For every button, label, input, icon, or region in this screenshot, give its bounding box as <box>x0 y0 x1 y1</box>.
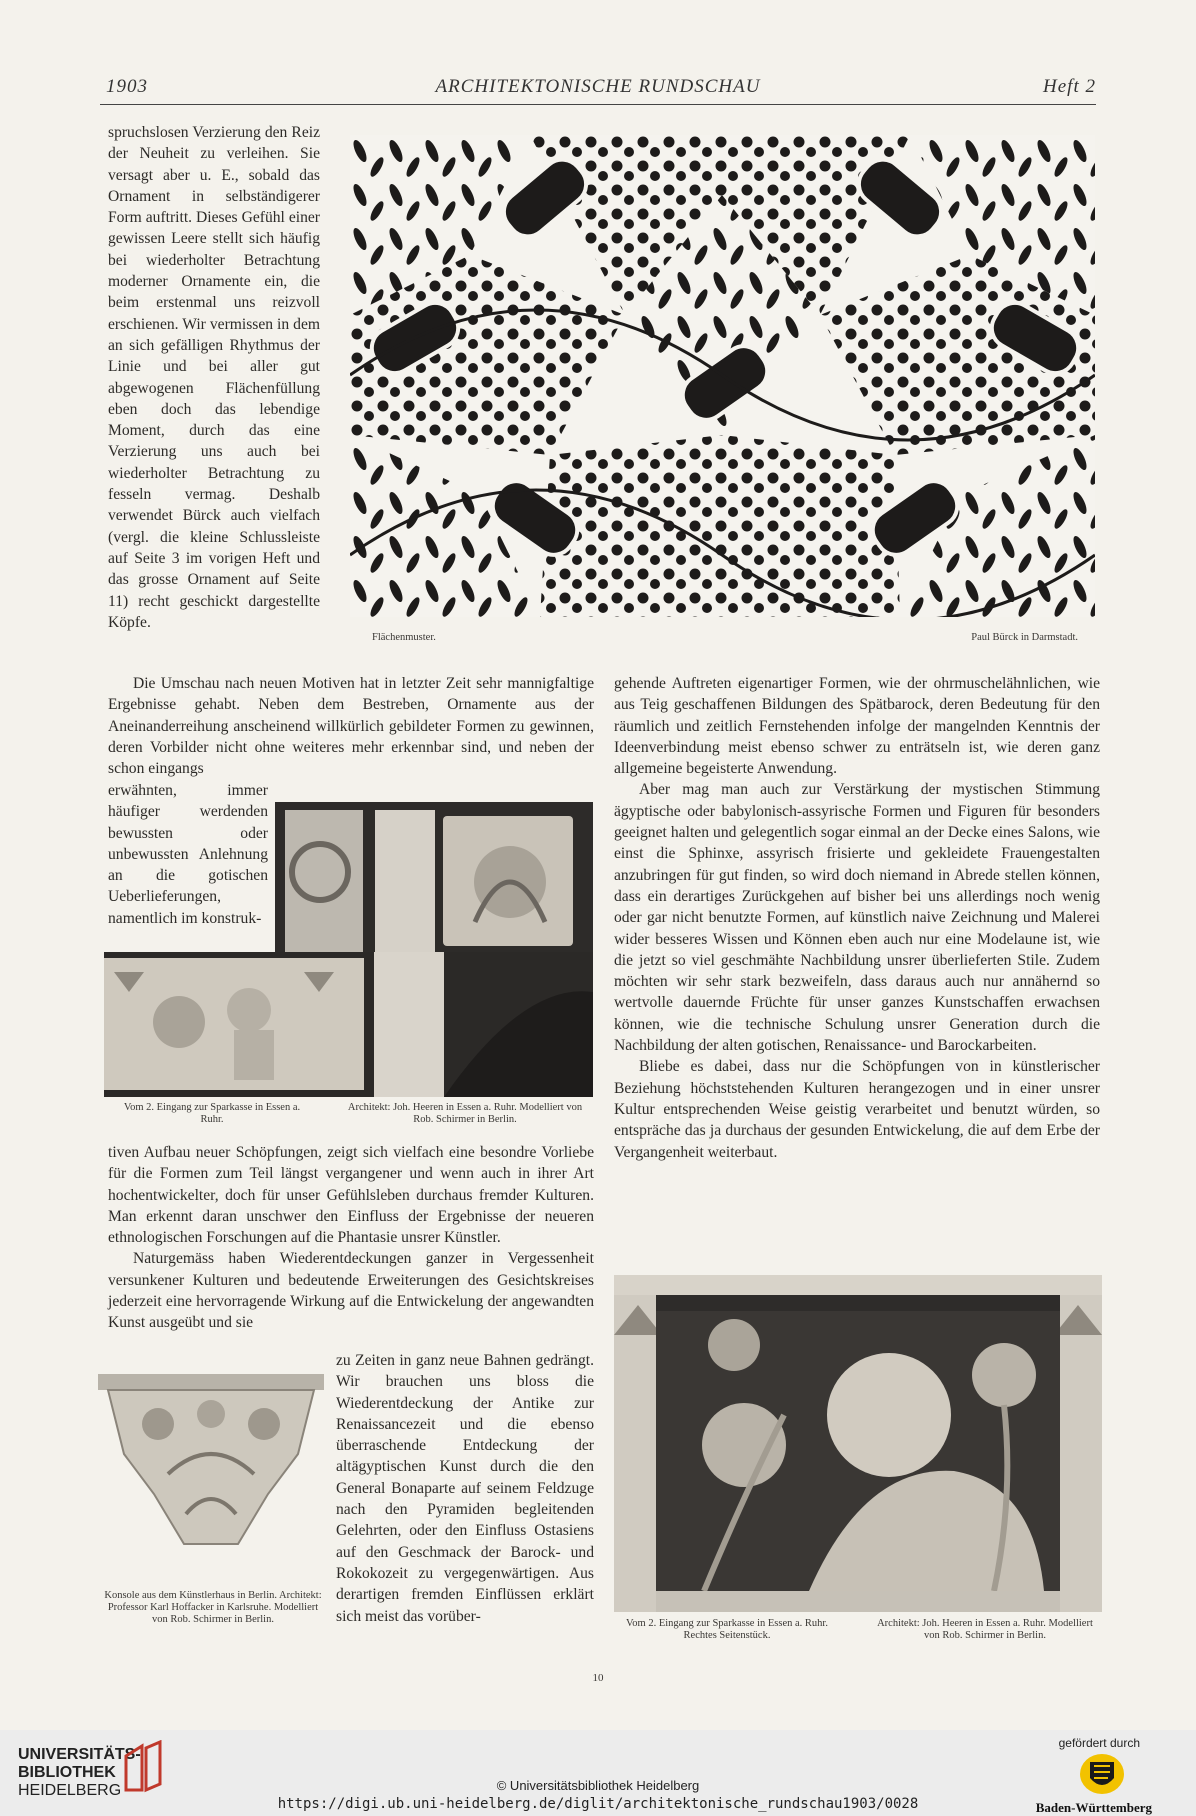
console-illustration <box>98 1374 324 1570</box>
header-title: ARCHITEKTONISCHE RUNDSCHAU <box>435 76 761 97</box>
figure2-caption-left: Vom 2. Eingang zur Sparkasse in Essen a. Ruhr. <box>123 1102 301 1125</box>
sponsor-name: Baden-Württemberg <box>1035 1800 1152 1815</box>
paragraph: Aber mag man auch zur Verstärkung der mystischen Stimmung ägyptische oder babylonisch-assyrische Formen und Figuren für besonders geeignet halten und gelegentlich sogar einmal an der Decke eines Salons, wie einst die Sphinxe, assyrisch frisierte und gekleidete Frauengestalten anzubringen für gut finden, so wird doch niemand in Abrede stellen können, dass ein derartiges Zurückgehen auf bisher bei uns allerdings noch wenig oder gar nicht benutzte Formen, auf künstlich naive Zeichnung und Malerei wider besseres Wissen und Können eben auch nur eine Modelaune ist, wie die jetzt so viel geschmähte Nachbildung unsrer überlieferten Stile. Zudem möchten wir sehr stark bezweifeln, dass daraus auch nur annähernd so wertvolle dauernde Früchte für unser ganzes Kunstschaffen erwachsen können, wie die technische Schulung unsrer Generation durch die Nachbildung der alten gotischen, Renaissance- und Barockarbeiten. <box>614 781 1100 1055</box>
state-coat-of-arms-icon <box>1078 1752 1126 1796</box>
copyright-notice: © Universitätsbibliothek Heidelberg <box>496 1778 700 1793</box>
console-figure <box>98 1374 324 1570</box>
paragraph: spruchslosen Verzierung den Reiz der Neuheit zu verleihen. Sie versagt aber u. E., sobald das Ornament in selbständigerer Form auftritt. Dieses Gefühl einer gewissen Leere stellt sich häufig bei wiederholter Betrachtung moderner Ornamente ein, die beim erstenmal uns reizvoll erschienen. Wir vermissen in dem an sich gefälligen Rhythmus der Linie und bei aller gut abgewogenen Flächenfüllung eben doch das lebendige Moment, durch das eine Verzierung uns auch bei wiederholter Betrachtung zu fesseln vermag. Deshalb verwendet Bürck auch vielfach (vergl. die kleine Schlussleiste auf Seite 3 im vorigen Heft und das grosse Ornament auf Seite 11) recht geschickt dargestellte Köpfe. <box>108 124 320 631</box>
header-issue: Heft 2 <box>1043 76 1096 97</box>
text-column-left-lower <box>108 1142 594 1334</box>
text-column-left-bottom: zu Zeiten in ganz neue Bahnen gedrängt. Wir brauchen uns bloss die Wiederentdeckung der Antike zur Renaissancezeit und die ebenso überraschende Entdeckung der altägyptischen Kunst durch die den General Bonaparte auf seinem Feldzuge nach den Pyramiden begleitenden Gelehrten, oder den Einfluss Ostasiens auf den Geschmack der Barock- und Rokokozeit zu vergegenwärtigen. Aus derartigen fremden Einflüssen erklärt sich meist das vorüber- <box>336 1352 594 1625</box>
relief-entrance-figure-upper <box>275 802 593 952</box>
text-column-left-mid: Die Umschau nach neuen Motiven hat in letzter Zeit sehr mannigfaltige Ergebnisse gehabt. Neben dem Bestreben, Ornamente aus der Aneinanderreihung anscheinend willkürlich gebildeter Formen zu gewinnen, deren Vorbilder nicht ohne weiteres mehr erkennbar sind, und neben der schon eingangs <box>108 675 594 778</box>
header-rule <box>100 104 1096 105</box>
page-number: 10 <box>592 1672 604 1684</box>
figure3-caption: Konsole aus dem Künstlerhaus in Berlin. Architekt: Professor Karl Hoffacker in Karlsruhe. Modelliert von Rob. Schirmer in Berlin. <box>104 1590 322 1625</box>
library-name-line1: UNIVERSITÄTS- <box>18 1746 141 1763</box>
figure2-caption-right: Architekt: Joh. Heeren in Essen a. Ruhr. Modelliert von Rob. Schirmer in Berlin. <box>347 1102 583 1125</box>
relief-carving-illustration <box>275 802 593 952</box>
figure1-caption-right: Paul Bürck in Darmstadt. <box>971 632 1078 643</box>
funded-by-label: gefördert durch <box>1058 1736 1140 1750</box>
figure4-caption-right: Architekt: Joh. Heeren in Essen a. Ruhr. Modelliert von Rob. Schirmer in Berlin. <box>877 1618 1093 1641</box>
text-column-right <box>614 673 1100 1163</box>
permalink-url[interactable]: https://digi.ub.uni-heidelberg.de/diglit/architektonische_rundschau1903/0028 <box>277 1796 919 1812</box>
library-name-line3: HEIDELBERG <box>18 1782 122 1799</box>
paragraph: Naturgemäss haben Wiederentdeckungen ganzer in Vergessenheit versunkener Kulturen und bedeutende Erweiterungen des Gesichtskreises jederzeit eine hervorragende Wirkung auf die Entwickelung der angewandten Kunst ausgeübt und sie <box>108 1250 594 1332</box>
relief-entrance-figure-lower <box>104 952 593 1097</box>
library-name-line2: BIBLIOTHEK <box>18 1764 116 1781</box>
header-year: 1903 <box>106 76 148 97</box>
figure1-caption-left: Flächenmuster. <box>372 632 436 643</box>
surface-pattern-illustration <box>350 135 1095 617</box>
text-column-left-wrap: erwähnten, immer häufiger werdenden bewussten oder unbewussten Anlehnung an die gotischen Ueberlieferungen, namentlich im konstruk- <box>108 782 268 927</box>
paragraph: gehende Auftreten eigenartiger Formen, wie der ohrmuschelähnlichen, wie aus Teig geschaffenen Bildungen des Spätbarock, deren Bedeutung für den räumlich und zeitlich Fernstehenden infolge der mangelnden Kenntnis der Ideenverbindung meist ebenso schwer zu enträtseln ist, wie deren ganz allgemeine begeisterte Anwendung. <box>614 675 1100 778</box>
paragraph: tiven Aufbau neuer Schöpfungen, zeigt sich vielfach eine besondre Vorliebe für die Formen zum Teil längst vergangener und wenn auch in ihrer Art hochentwickelter, doch für unser Gefühlsleben durchaus fremder Kulturen. Man erkennt daran unschwer den Einfluss der Ergebnisse der neueren ethnologischen Forschungen auf die Phantasie unsrer Künstler. <box>108 1144 594 1247</box>
surface-pattern-figure <box>350 135 1095 617</box>
figure4-caption-left: Vom 2. Eingang zur Sparkasse in Essen a. Ruhr. Rechtes Seitenstück. <box>626 1618 828 1641</box>
relief-girl-figure <box>614 1275 1102 1612</box>
relief-girl-illustration <box>614 1275 1102 1612</box>
paragraph: Bliebe es dabei, dass nur die Schöpfungen von in künstlerischer Beziehung höchststehenden Kulturen herangezogen und in einer unsrer Kultur entsprechenden Weise geistig verarbeitet und benutzt würden, so entspräche das ja durchaus der gesunden Entwickelung, die auf dem Erbe der Vergangenheit weiterbaut. <box>614 1058 1100 1161</box>
text-column-left-top <box>108 122 320 668</box>
relief-frieze-illustration <box>104 952 593 1097</box>
